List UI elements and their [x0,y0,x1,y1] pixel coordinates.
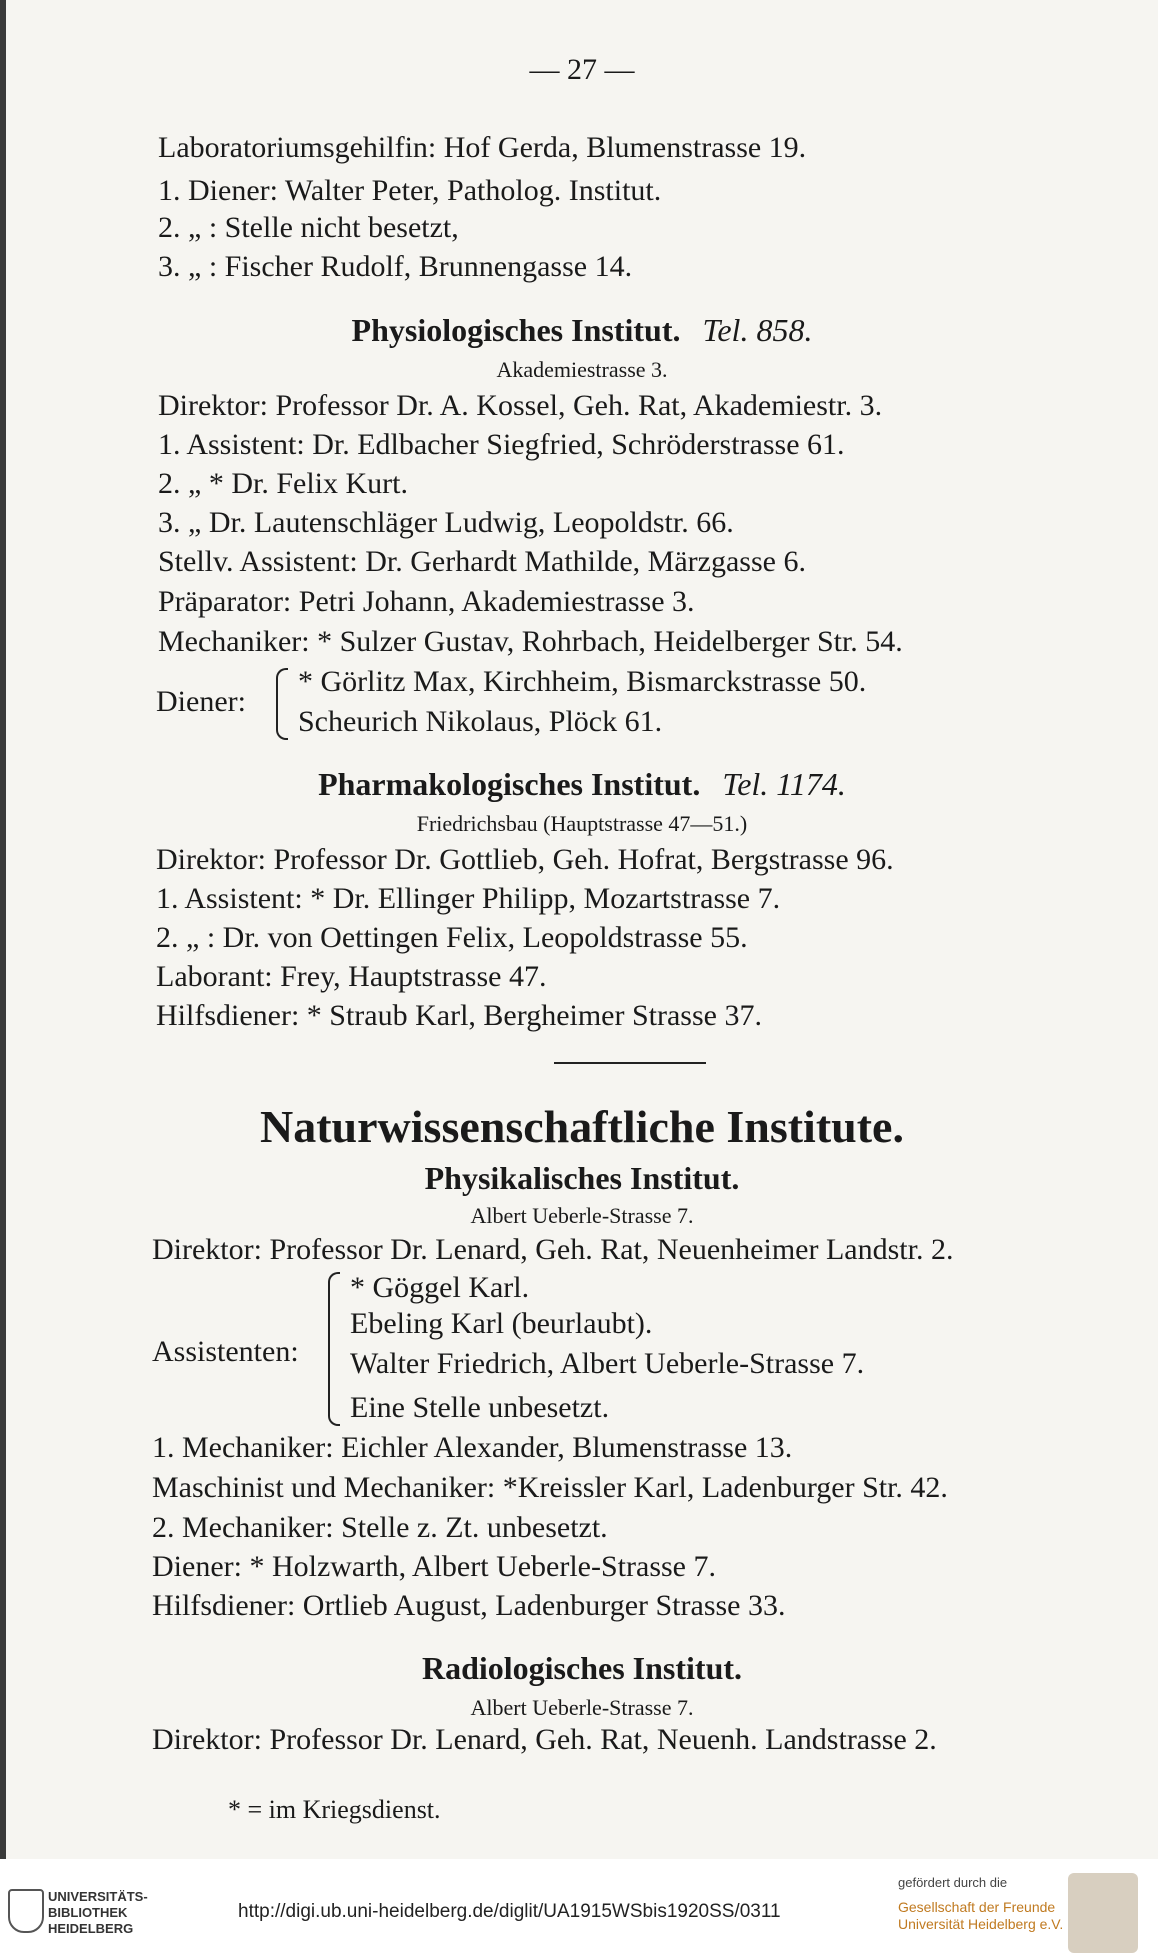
footer-bar [0,1859,1158,1959]
section-heading: Physikalisches Institut. [424,1160,740,1196]
text-line: 1. Assistent: Dr. Edlbacher Siegfried, Schröderstrasse 61. [158,428,845,461]
section-heading [6,312,1158,348]
brace-bracket [276,668,288,740]
library-logo: UNIVERSITÄTS- BIBLIOTHEK HEIDELBERG [48,1889,148,1936]
footnote: * = im Kriegsdienst. [228,1795,441,1824]
text-line: 2. „ * Dr. Felix Kurt. [158,467,408,500]
heading-tel: Tel. 858. [702,312,813,348]
library-seal-icon [8,1889,44,1933]
section-address: Albert Ueberle-Strasse 7. [470,1203,694,1228]
heading-title: Pharmakologisches Institut. [318,766,701,802]
text-line: Diener: * Holzwarth, Albert Ueberle-Strasse 7. [152,1550,716,1583]
text-line: 2. „ : Dr. von Oettingen Felix, Leopoldstrasse 55. [156,921,748,954]
section-address: Albert Ueberle-Strasse 7. [470,1695,694,1720]
text-line: 2. Mechaniker: Stelle z. Zt. unbesetzt. [152,1511,608,1544]
section-divider [554,1062,706,1064]
text-line: Hilfsdiener: * Straub Karl, Bergheimer Strasse 37. [156,999,762,1032]
group-label: Diener: [156,685,246,718]
brace-bracket [328,1272,340,1426]
text-line: Stellv. Assistent: Dr. Gerhardt Mathilde, Märzgasse 6. [158,545,806,578]
text-line: Direktor: Professor Dr. Gottlieb, Geh. Hofrat, Bergstrasse 96. [156,843,894,876]
section-address: Akademiestrasse 3. [496,357,668,382]
text-line: 1. Mechaniker: Eichler Alexander, Blumenstrasse 13. [152,1431,793,1464]
text-line: Maschinist und Mechaniker: *Kreissler Karl, Ladenburger Str. 42. [152,1471,948,1504]
text-line: Walter Friedrich, Albert Ueberle-Strasse 7. [350,1347,865,1380]
section-address: Friedrichsbau (Hauptstrasse 47—51.) [416,811,748,836]
text-line: Direktor: Professor Dr. Lenard, Geh. Rat, Neuenh. Landstrasse 2. [152,1723,937,1756]
text-line: Scheurich Nikolaus, Plöck 61. [298,705,663,738]
page-number: — 27 — [529,53,635,86]
group-label: Assistenten: [152,1335,299,1368]
text-line: 1. Assistent: * Dr. Ellinger Philipp, Mozartstrasse 7. [156,882,781,915]
text-line: Direktor: Professor Dr. Lenard, Geh. Rat, Neuenheimer Landstr. 2. [152,1233,954,1266]
text-line: 2. „ : Stelle nicht besetzt, [158,211,459,244]
text-line: Mechaniker: * Sulzer Gustav, Rohrbach, Heidelberger Str. 54. [158,625,903,658]
text-line: * Görlitz Max, Kirchheim, Bismarckstrasse 50. [298,665,867,698]
section-heading: Radiologisches Institut. [421,1650,743,1686]
major-heading: Naturwissenschaftliche Institute. [260,1101,904,1152]
text-line: Präparator: Petri Johann, Akademiestrasse 3. [158,585,695,618]
text-line: * Göggel Karl. [350,1271,530,1304]
section-heading [6,766,1158,802]
text-line: Direktor: Professor Dr. A. Kossel, Geh. Rat, Akademiestr. 3. [158,389,883,422]
text-line: Laboratoriumsgehilfin: Hof Gerda, Blumenstrasse 19. [158,131,807,164]
text-line: Hilfsdiener: Ortlieb August, Ladenburger Strasse 33. [152,1589,786,1622]
text-line: Laborant: Frey, Hauptstrasse 47. [156,960,547,993]
sponsor-label: gefördert durch die [898,1875,1008,1890]
university-crest-icon [1068,1873,1138,1953]
sponsor-name: Gesellschaft der Freunde Universität Heidelberg e.V. [898,1899,1064,1932]
text-line: 3. „ : Fischer Rudolf, Brunnengasse 14. [158,250,633,283]
heading-title: Physiologisches Institut. [351,312,681,348]
heading-tel: Tel. 1174. [722,766,846,802]
text-line: Eine Stelle unbesetzt. [350,1391,610,1424]
text-line: 1. Diener: Walter Peter, Patholog. Institut. [158,174,662,207]
permalink-url[interactable]: http://digi.ub.uni-heidelberg.de/diglit/UA1915WSbis1920SS/0311 [238,1901,781,1922]
text-line: Ebeling Karl (beurlaubt). [350,1307,653,1340]
text-line: 3. „ Dr. Lautenschläger Ludwig, Leopoldstr. 66. [158,506,734,539]
